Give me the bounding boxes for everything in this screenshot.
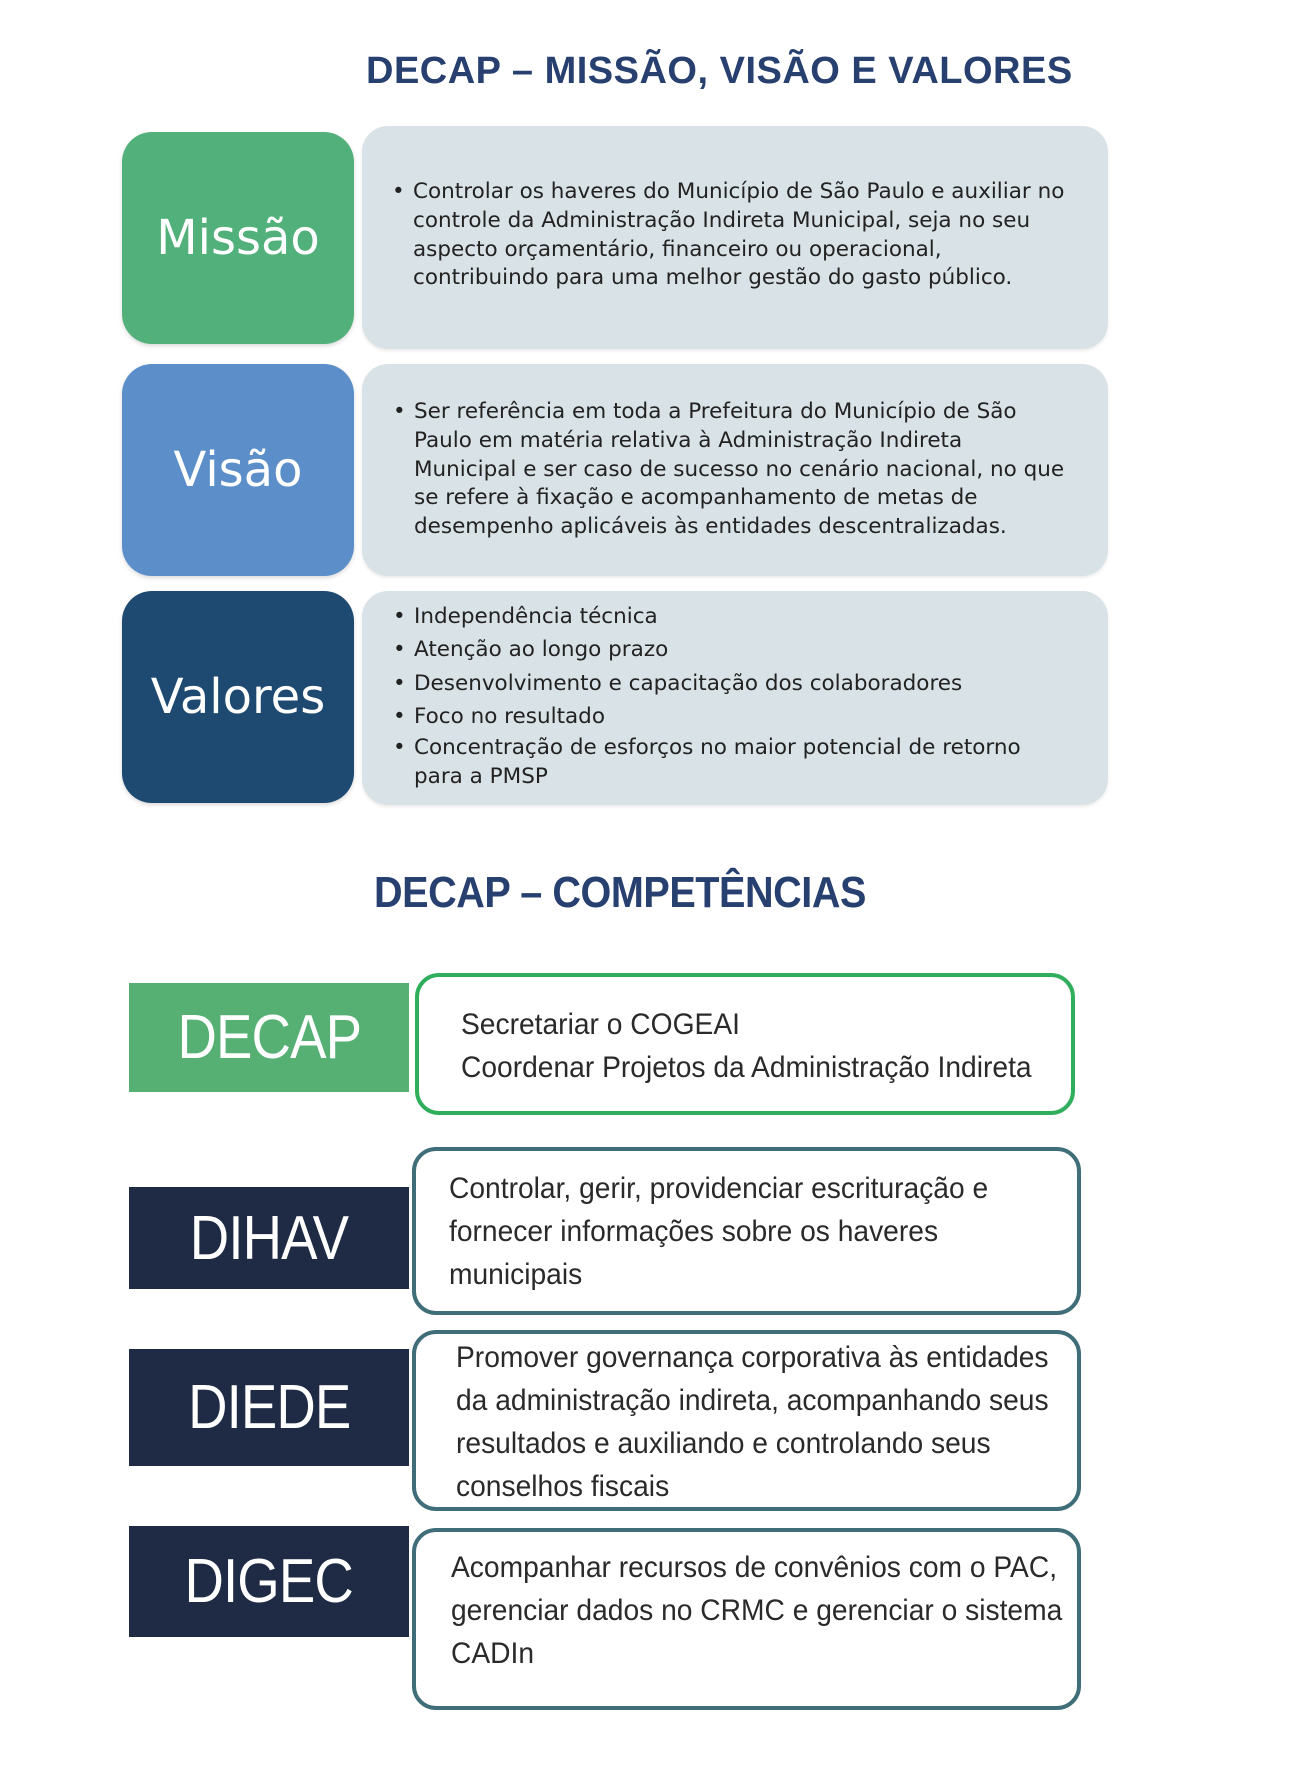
dihav-label-text: DIHAV [189, 1203, 349, 1273]
digec-label [129, 1526, 409, 1637]
diede-box [412, 1330, 1081, 1511]
decap-box [415, 973, 1075, 1115]
diede-line-1: Promover governança corporativa às entidades [456, 1341, 1049, 1374]
visao-bullet: • Ser referência em toda a Prefeitura do Município de São Paulo em matéria relativa à Administração Indireta Municipal e ser caso de sucesso no cenário nacional, no que se refere à fixação e acompanhamento de metas de desempenho aplicáveis às entidades descentralizadas. [414, 398, 1066, 542]
valores-content [362, 591, 1108, 805]
digec-line-3: CADIn [451, 1637, 535, 1670]
valores-bullet-4: • Foco no resultado [414, 700, 1038, 733]
dihav-line-1: Controlar, gerir, providenciar escrituração e [449, 1172, 989, 1205]
valores-bullet-5: • Concentração de esforços no maior potencial de retorno para a PMSP [414, 733, 1038, 791]
visao-content [362, 364, 1108, 576]
digec-label-text: DIGEC [184, 1547, 354, 1616]
missao-bullet: • Controlar os haveres do Município de São Paulo e auxiliar no controle da Administração Indireta Municipal, seja no seu aspecto orçamentário, financeiro ou operacional, contribuindo para uma melhor gestão do gasto público. [413, 178, 1072, 293]
diede-label-text: DIEDE [187, 1373, 351, 1442]
decap-label-text: DECAP [177, 1003, 361, 1072]
valores-label: Valores [122, 591, 354, 803]
dihav-line-3: municipais [449, 1258, 583, 1291]
decap-label [129, 983, 409, 1092]
diede-line-3: resultados e auxiliando e controlando seus [456, 1427, 991, 1460]
dihav-line-2: fornecer informações sobre os haveres [449, 1215, 939, 1248]
decap-line-2: Coordenar Projetos da Administração Indireta [461, 1051, 1032, 1084]
digec-line-2: gerenciar dados no CRMC e gerenciar o sistema [451, 1594, 1063, 1627]
missao-content [362, 126, 1108, 349]
valores-bullet-3: • Desenvolvimento e capacitação dos colaboradores [414, 667, 1038, 700]
diede-line-2: da administração indireta, acompanhando seus [456, 1384, 1049, 1417]
diede-label [129, 1349, 409, 1466]
digec-line-1: Acompanhar recursos de convênios com o PAC, [451, 1551, 1058, 1584]
visao-label: Visão [122, 364, 354, 576]
valores-bullet-2: • Atenção ao longo prazo [414, 633, 1038, 666]
competencias-title: DECAP – COMPETÊNCIAS [374, 868, 866, 917]
digec-box [412, 1528, 1081, 1710]
diede-line-4: conselhos fiscais [456, 1470, 670, 1503]
valores-bullet-1: • Independência técnica [414, 600, 1038, 633]
dihav-label [129, 1187, 409, 1289]
missao-label: Missão [122, 132, 354, 344]
mvv-title: DECAP – MISSÃO, VISÃO E VALORES [366, 50, 1073, 92]
decap-line-1: Secretariar o COGEAI [461, 1008, 740, 1041]
dihav-box [412, 1147, 1081, 1315]
